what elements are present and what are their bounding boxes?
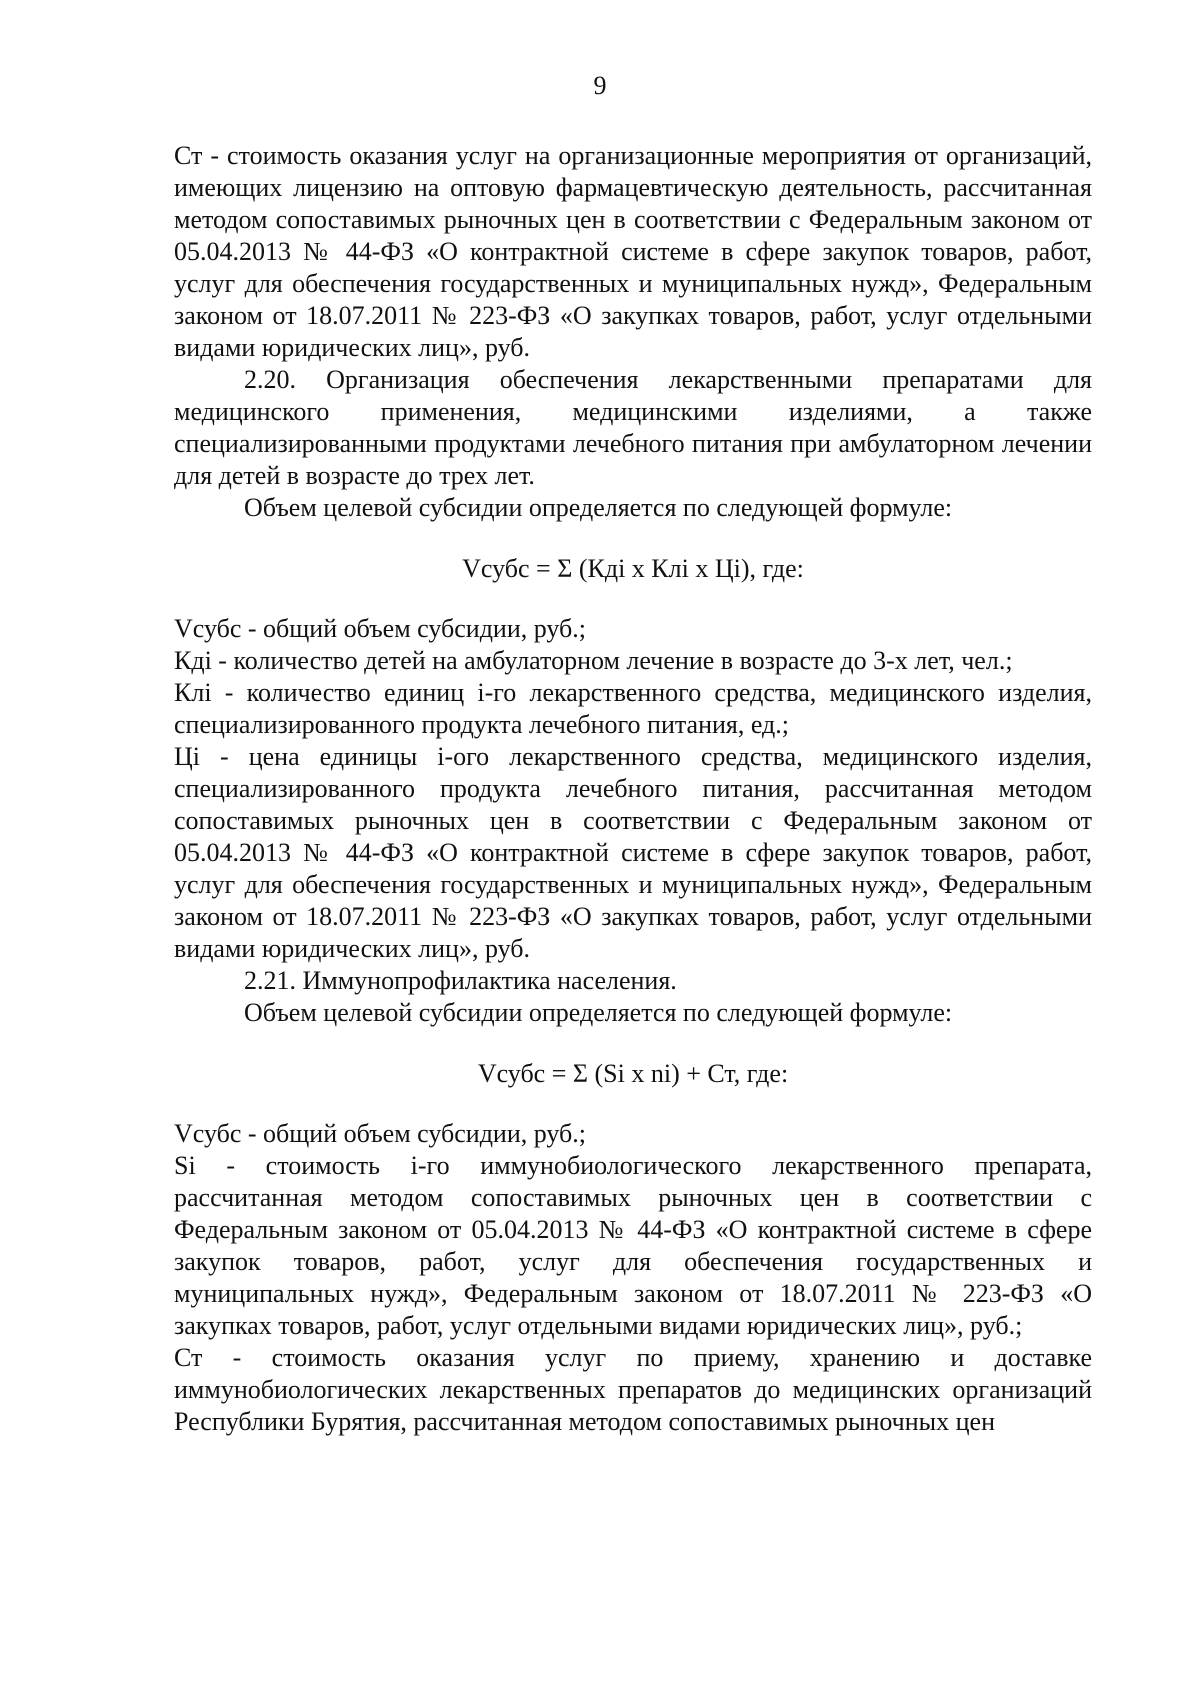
definition-paragraph: Клi - количество единиц i-го лекарственного средства, медицинского изделия, специализированного продукта лечебного питания, ед.; [174, 678, 1092, 739]
definition-paragraph: Vсубс - общий объем субсидии, руб.; [174, 614, 587, 643]
definition-paragraph: Ст - стоимость оказания услуг по приему, хранению и доставке иммунобиологических лекарственных препаратов до медицинских организаций Республики Бурятия, рассчитанная методом сопоставимых рыночных цен [174, 1343, 1092, 1436]
formula-intro: Объем целевой субсидии определяется по следующей формуле: [244, 493, 953, 522]
page-number: 9 [593, 71, 607, 100]
formula-intro: Объем целевой субсидии определяется по следующей формуле: [244, 998, 953, 1027]
definition-paragraph: Ст - стоимость оказания услуг на организационные мероприятия от организаций, имеющих лицензию на оптовую фармацевтическую деятельность, рассчитанная методом сопоставимых рыночных цен в соответствии с Федеральным законом от 05.04.2013 № 44-ФЗ «О контрактной системе в сфере закупок товаров, работ, услуг для обеспечения государственных и муниципальных нужд», Федеральным законом от 18.07.2011 № 223-ФЗ «О закупках товаров, работ, услуг отдельными видами юридических лиц», руб. [174, 141, 1092, 362]
formula: Vсубс = Σ (Кдi х Клi х Цi), где: [462, 554, 804, 583]
definition-paragraph: Цi - цена единицы i-ого лекарственного средства, медицинского изделия, специализированного продукта лечебного питания, рассчитанная методом сопоставимых рыночных цен в соответствии с Федеральным законом от 05.04.2013 № 44-ФЗ «О контрактной системе в сфере закупок товаров, работ, услуг для обеспечения государственных и муниципальных нужд», Федеральным законом от 18.07.2011 № 223-ФЗ «О закупках товаров, работ, услуг отдельными видами юридических лиц», руб. [174, 742, 1092, 963]
definition-paragraph: Кдi - количество детей на амбулаторном лечение в возрасте до 3-х лет, чел.; [174, 646, 1013, 675]
section-2-21-heading: 2.21. Иммунопрофилактика населения. [244, 966, 677, 995]
section-2-20-heading: 2.20. Организация обеспечения лекарственными препаратами для медицинского применения, медицинскими изделиями, а также специализированными продуктами лечебного питания при амбулаторном лечении для детей в возрасте до трех лет. [174, 365, 1092, 490]
definition-paragraph: Si - стоимость i-го иммунобиологического лекарственного препарата, рассчитанная методом сопоставимых рыночных цен в соответствии с Федеральным законом от 05.04.2013 № 44-ФЗ «О контрактной системе в сфере закупок товаров, работ, услуг для обеспечения государственных и муниципальных нужд», Федеральным законом от 18.07.2011 № 223-ФЗ «О закупках товаров, работ, услуг отдельными видами юридических лиц», руб.; [174, 1151, 1092, 1340]
document-body [174, 140, 1092, 1438]
definition-paragraph: Vсубс - общий объем субсидии, руб.; [174, 1119, 587, 1148]
formula: Vсубс = Σ (Si х ni) + Ст, где: [477, 1059, 789, 1088]
